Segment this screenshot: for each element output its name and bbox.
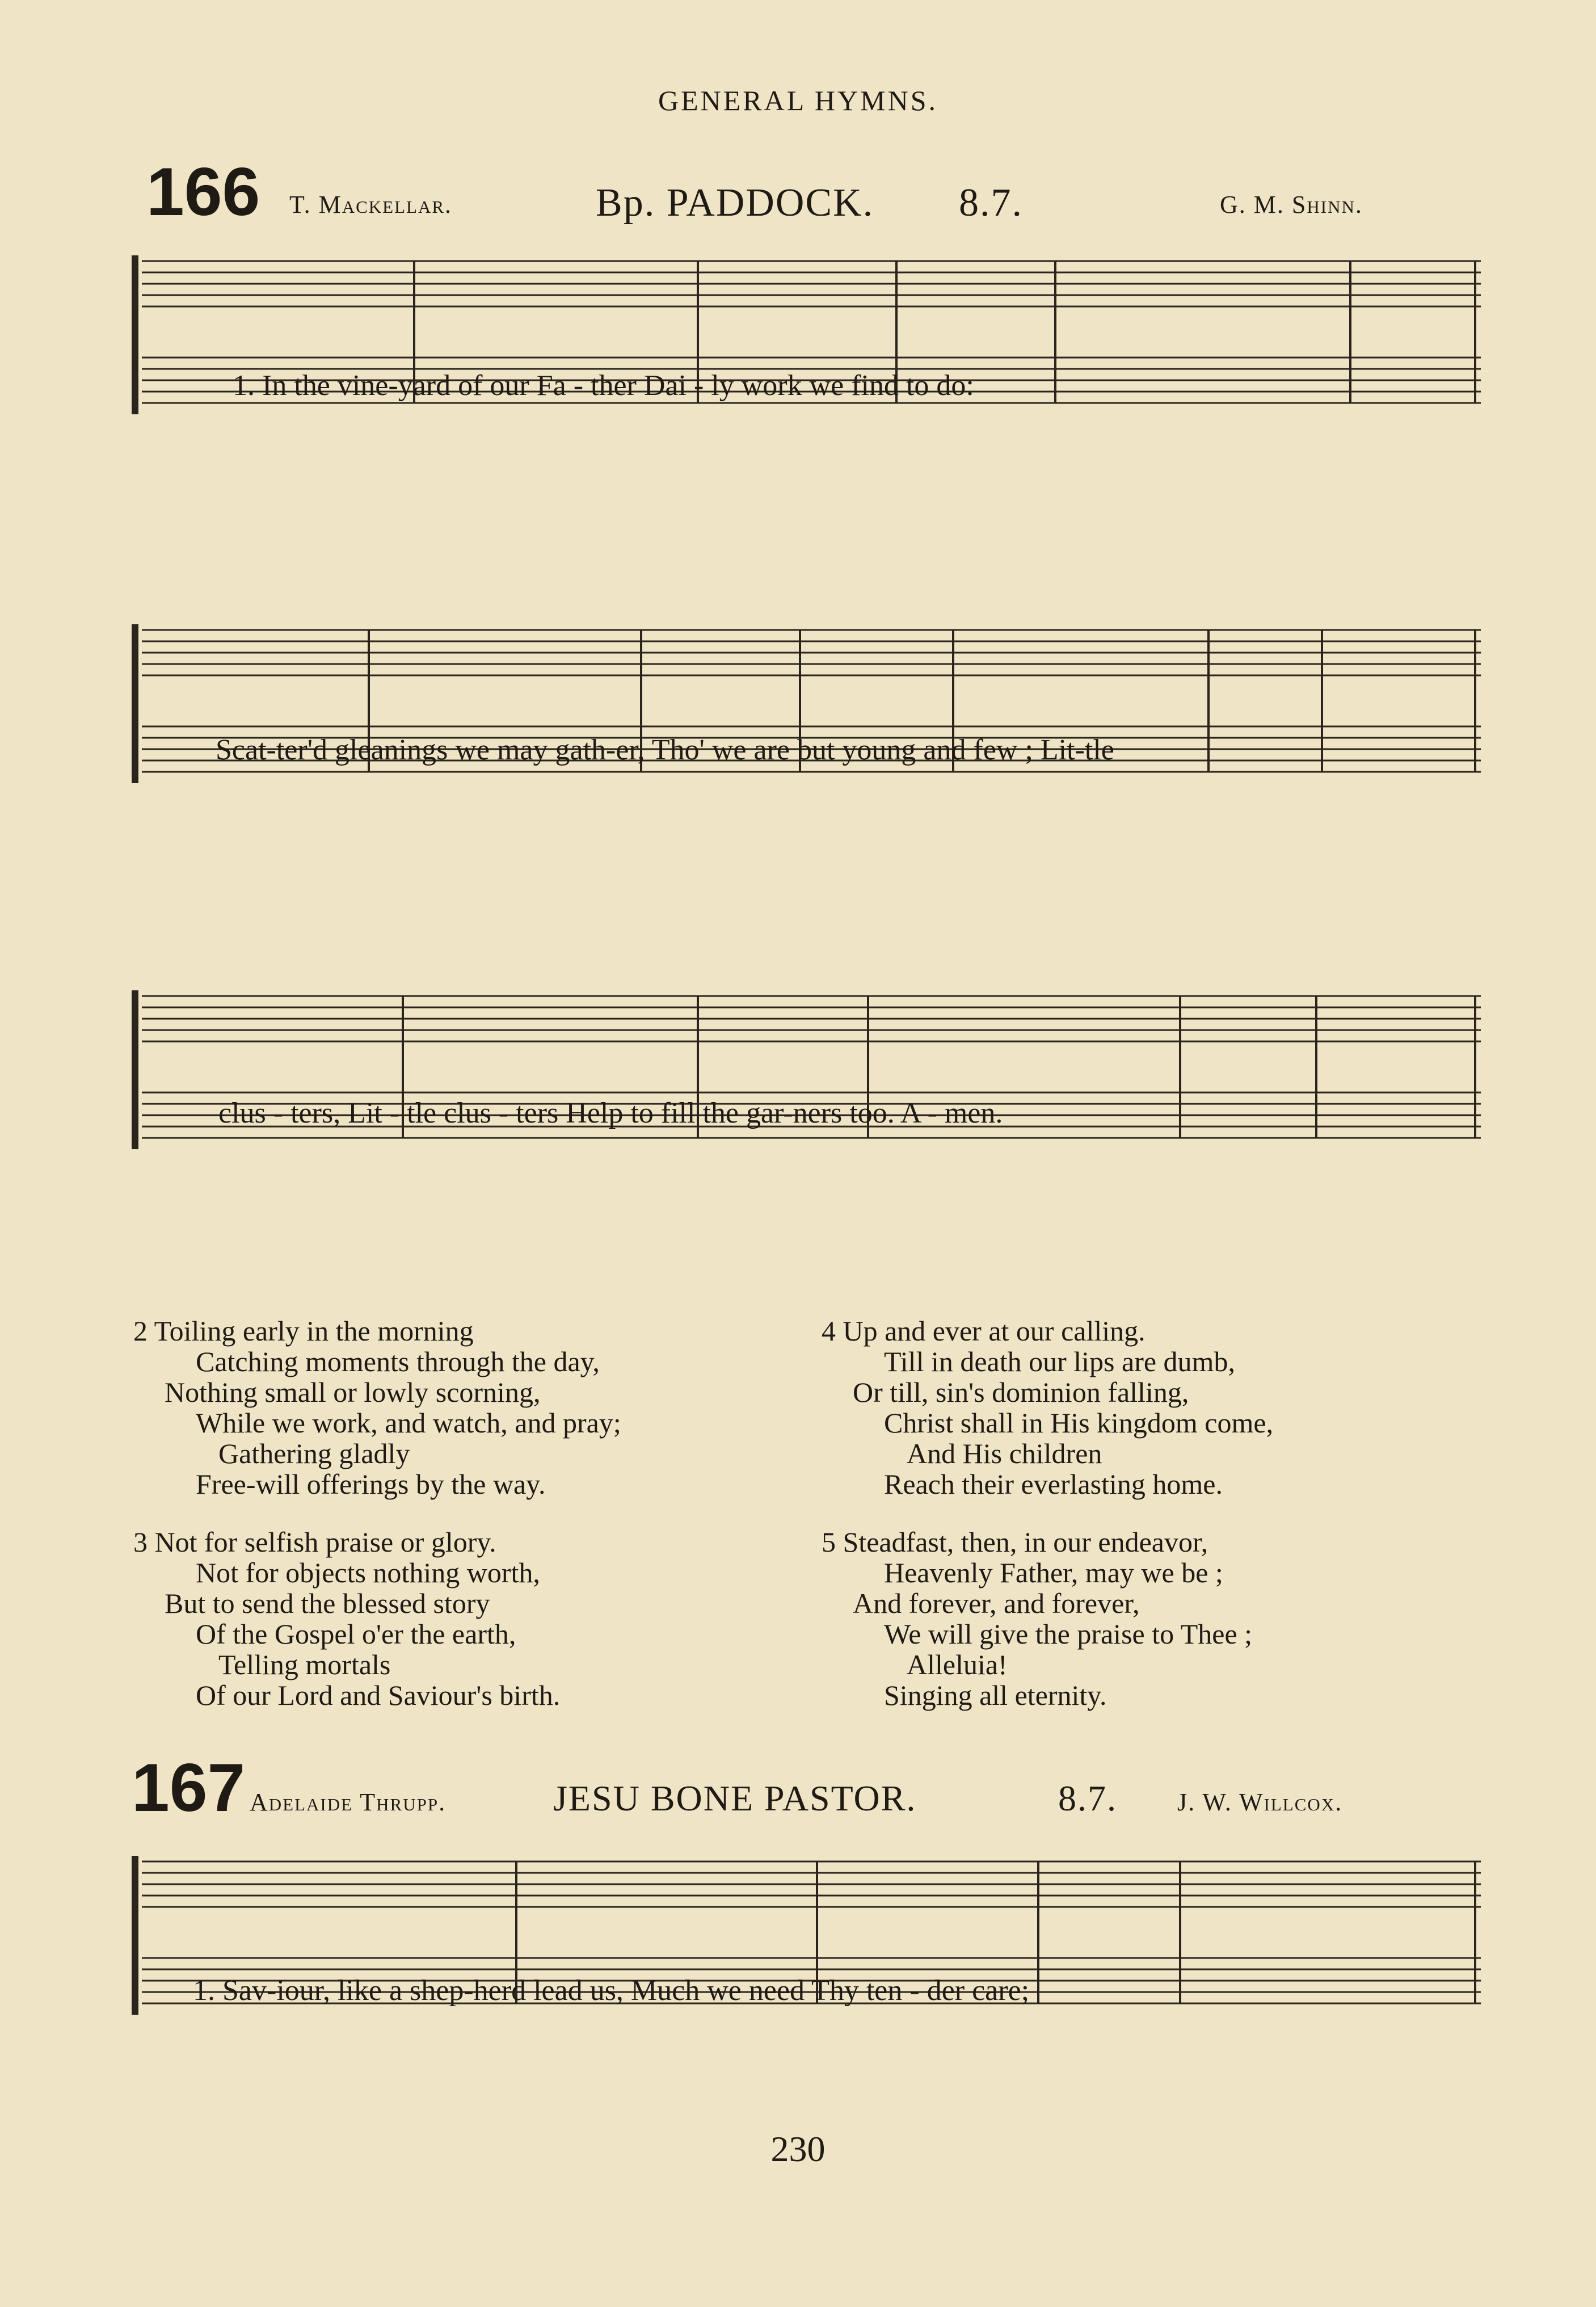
- verse-2: 2 Toiling early in the morning Catching moments through the day, Nothing small or lowly scorning, While we work, and watch, and pray; Gathering gladly Free-will offerings by the way.: [133, 1315, 621, 1500]
- page-number: 230: [770, 2129, 826, 2169]
- composer: G. M. Shinn.: [1220, 191, 1363, 218]
- treble-staff: [142, 1861, 1481, 1907]
- verses-right: [822, 1316, 1491, 1738]
- hymn-author: Adelaide Thrupp.: [250, 1788, 447, 1816]
- hymn-number: 166: [146, 154, 260, 230]
- treble-staff: [142, 996, 1481, 1041]
- lyric-line-4: 1. Sav-iour, like a shep-herd lead us, Much we need Thy ten - der care;: [193, 1974, 1030, 2007]
- tune-name: Bp. PADDOCK.: [596, 181, 874, 225]
- verse-3: 3 Not for selfish praise or glory. Not for objects nothing worth, But to send the blessed story Of the Gospel o'er the earth, Telling mortals Of our Lord and Saviour's birth.: [133, 1526, 561, 1711]
- meter: 8.7.: [959, 181, 1023, 225]
- lyric-line-3: clus - ters, Lit - tle clus - ters Help to fill the gar-ners too. A - men.: [218, 1097, 1003, 1129]
- lyric-line-2: Scat-ter'd gleanings we may gath-er, Tho' we are but young and few ; Lit-tle: [216, 734, 1114, 766]
- treble-staff: [142, 630, 1481, 675]
- verse-4: 4 Up and ever at our calling. Till in death our lips are dumb, Or till, sin's dominion falling, Christ shall in His kingdom come, And His children Reach their everlasting home.: [822, 1315, 1274, 1500]
- composer: J. W. Willcox.: [1177, 1788, 1343, 1816]
- treble-staff: [142, 261, 1481, 306]
- hymn-author: T. Mackellar.: [289, 191, 453, 218]
- verses-left: [133, 1316, 803, 1738]
- verse-5: 5 Steadfast, then, in our endeavor, Heavenly Father, may we be ; And forever, and forever, We will give the praise to Thee ; Alleluia! Singing all eternity.: [822, 1526, 1253, 1711]
- lyric-line-1: 1. In the vine-yard of our Fa - ther Dai - ly work we find to do:: [233, 369, 974, 402]
- meter: 8.7.: [1058, 1778, 1117, 1818]
- running-head: GENERAL HYMNS.: [658, 85, 938, 116]
- hymn-number: 167: [132, 1750, 246, 1826]
- tune-name: JESU BONE PASTOR.: [553, 1778, 917, 1818]
